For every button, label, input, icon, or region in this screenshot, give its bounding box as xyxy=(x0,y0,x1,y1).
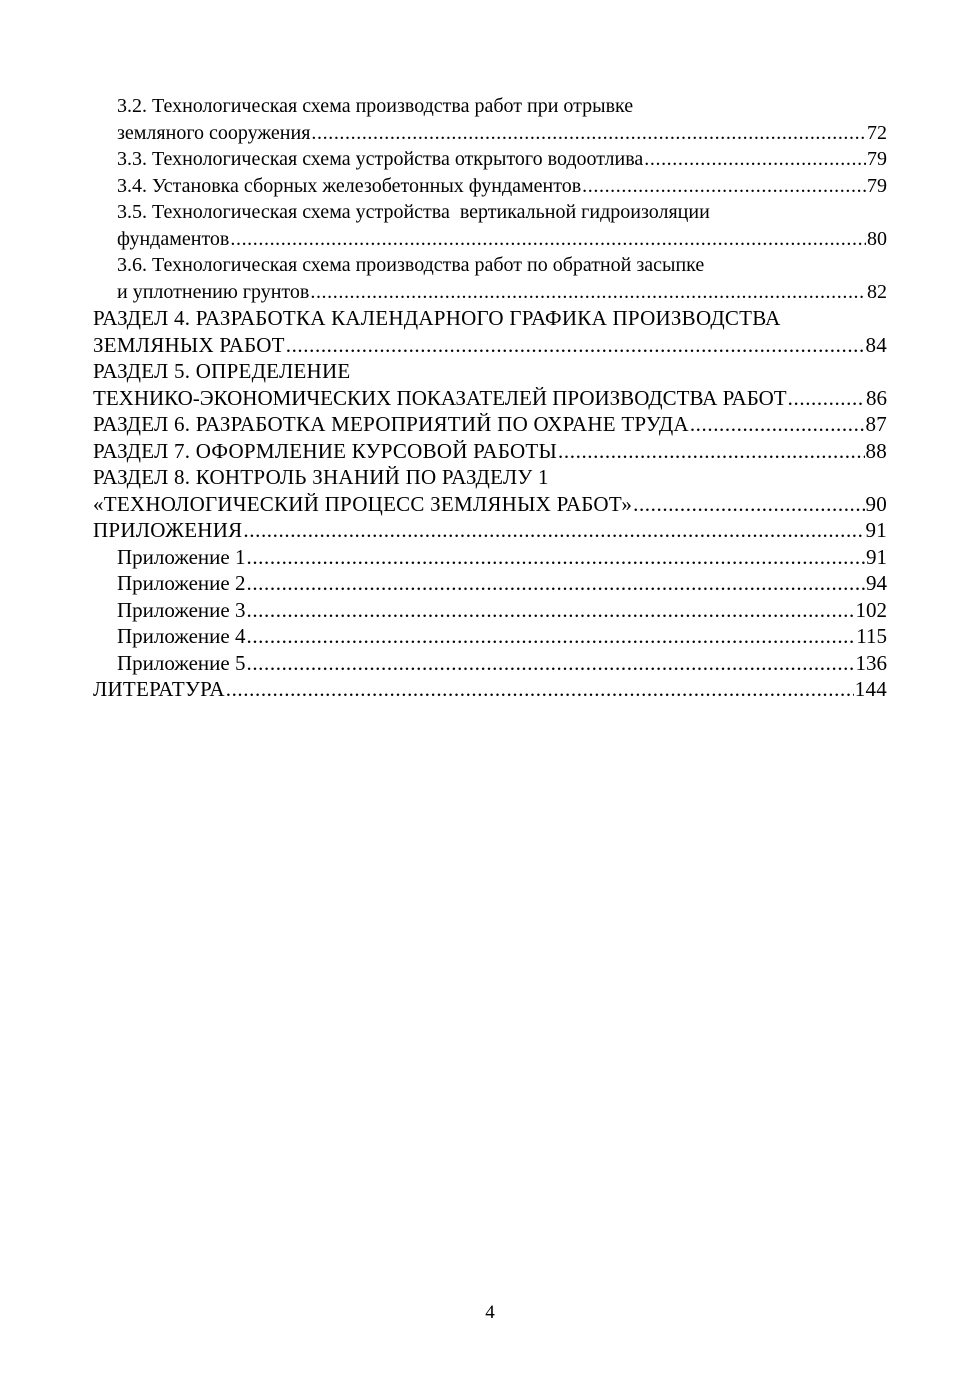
toc-line xyxy=(93,305,887,332)
toc-page-number: 144 xyxy=(854,677,887,701)
leader-dots xyxy=(311,120,866,147)
toc-entry-title: Приложение 5 xyxy=(117,650,246,675)
toc-section-title: «ТЕХНОЛОГИЧЕСКИЙ ПРОЦЕСС ЗЕМЛЯНЫХ РАБОТ» xyxy=(93,491,633,516)
toc-section-title: РАЗДЕЛ 8. КОНТРОЛЬ ЗНАНИЙ ПО РАЗДЕЛУ 1 xyxy=(93,465,549,489)
leader-dots xyxy=(246,544,865,571)
toc-line xyxy=(93,199,887,226)
toc-entry-title: 3.5. Технологическая схема устройства вертикальной гидроизоляции xyxy=(117,201,710,223)
toc-page-number: 115 xyxy=(856,624,887,648)
toc-page-number: 79 xyxy=(867,174,887,197)
toc-page-number: 91 xyxy=(866,544,887,569)
toc-entry-title: и уплотнению грунтов xyxy=(117,280,310,303)
toc-line[interactable] xyxy=(93,279,887,306)
toc-line[interactable] xyxy=(93,173,887,200)
toc-page-number: 86 xyxy=(866,385,887,410)
toc-page-number: 72 xyxy=(867,121,887,144)
toc-page-number: 91 xyxy=(865,518,887,542)
toc-line[interactable] xyxy=(93,650,887,677)
toc-line[interactable] xyxy=(93,517,887,544)
toc-line xyxy=(93,358,887,385)
toc-line[interactable] xyxy=(93,120,887,147)
toc-entry-title: Приложение 3 xyxy=(117,597,246,622)
toc-line[interactable] xyxy=(93,623,887,650)
leader-dots xyxy=(246,650,854,677)
toc-line[interactable] xyxy=(93,544,887,571)
toc-page-number: 94 xyxy=(866,571,887,595)
toc-line[interactable] xyxy=(93,491,887,518)
leader-dots xyxy=(230,226,866,253)
toc-line[interactable] xyxy=(93,226,887,253)
leader-dots xyxy=(243,517,864,544)
toc-entry-title: 3.4. Установка сборных железобетонных фундаментов xyxy=(117,174,582,197)
toc-section-title: РАЗДЕЛ 7. ОФОРМЛЕНИЕ КУРСОВОЙ РАБОТЫ xyxy=(93,438,558,463)
page-number: 4 xyxy=(485,1302,495,1323)
leader-dots xyxy=(246,597,854,624)
toc-line[interactable] xyxy=(93,385,887,412)
toc-page-number: 102 xyxy=(855,597,887,622)
toc-page-number: 90 xyxy=(865,491,887,516)
toc-line[interactable] xyxy=(93,597,887,624)
toc-line[interactable] xyxy=(93,676,887,703)
toc-entry-title: Приложение 2 xyxy=(117,571,246,595)
toc-line[interactable] xyxy=(93,146,887,173)
leader-dots xyxy=(644,146,866,173)
toc-line xyxy=(93,93,887,120)
toc-entry-title: 3.2. Технологическая схема производства работ при отрывке xyxy=(117,95,634,117)
toc-section-title: РАЗДЕЛ 5. ОПРЕДЕЛЕНИЕ xyxy=(93,359,351,383)
toc-line[interactable] xyxy=(93,411,887,438)
toc-section-title: РАЗДЕЛ 6. РАЗРАБОТКА МЕРОПРИЯТИЙ ПО ОХРАНЕ ТРУДА xyxy=(93,412,689,436)
toc-page-number: 79 xyxy=(867,148,887,170)
leader-dots xyxy=(558,438,864,465)
leader-dots xyxy=(246,623,855,650)
leader-dots xyxy=(246,570,865,597)
toc-entry-title: 3.6. Технологическая схема производства работ по обратной засыпке xyxy=(117,254,705,276)
toc-line xyxy=(93,464,887,491)
toc-section-title: ТЕХНИКО-ЭКОНОМИЧЕСКИХ ПОКАЗАТЕЛЕЙ ПРОИЗВОДСТВА РАБОТ xyxy=(93,385,787,410)
leader-dots xyxy=(690,411,865,438)
leader-dots xyxy=(310,279,866,306)
toc-line[interactable] xyxy=(93,332,887,359)
toc-page-number: 82 xyxy=(867,280,887,303)
toc-page-number: 136 xyxy=(855,650,887,675)
leader-dots xyxy=(582,173,866,200)
toc-page-number: 88 xyxy=(865,438,887,463)
toc-page-number: 80 xyxy=(867,227,887,250)
toc-line[interactable] xyxy=(93,570,887,597)
leader-dots xyxy=(633,491,864,518)
toc-entry-title: 3.3. Технологическая схема устройства открытого водоотлива xyxy=(117,148,644,170)
toc-entry-title: земляного сооружения xyxy=(117,121,311,144)
table-of-contents xyxy=(93,93,887,703)
toc-section-title: ПРИЛОЖЕНИЯ xyxy=(93,518,243,542)
toc-page-number: 87 xyxy=(865,412,887,436)
leader-dots xyxy=(226,676,854,703)
toc-line xyxy=(93,252,887,279)
toc-section-title: ЗЕМЛЯНЫХ РАБОТ xyxy=(93,332,285,357)
toc-entry-title: Приложение 1 xyxy=(117,544,246,569)
toc-section-title: ЛИТЕРАТУРА xyxy=(93,677,225,701)
leader-dots xyxy=(788,385,865,412)
toc-entry-title: фундаментов xyxy=(117,227,230,250)
toc-page-number: 84 xyxy=(865,332,887,357)
toc-entry-title: Приложение 4 xyxy=(117,624,246,648)
leader-dots xyxy=(286,332,865,359)
toc-line[interactable] xyxy=(93,438,887,465)
toc-section-title: РАЗДЕЛ 4. РАЗРАБОТКА КАЛЕНДАРНОГО ГРАФИКА ПРОИЗВОДСТВА xyxy=(93,306,781,330)
